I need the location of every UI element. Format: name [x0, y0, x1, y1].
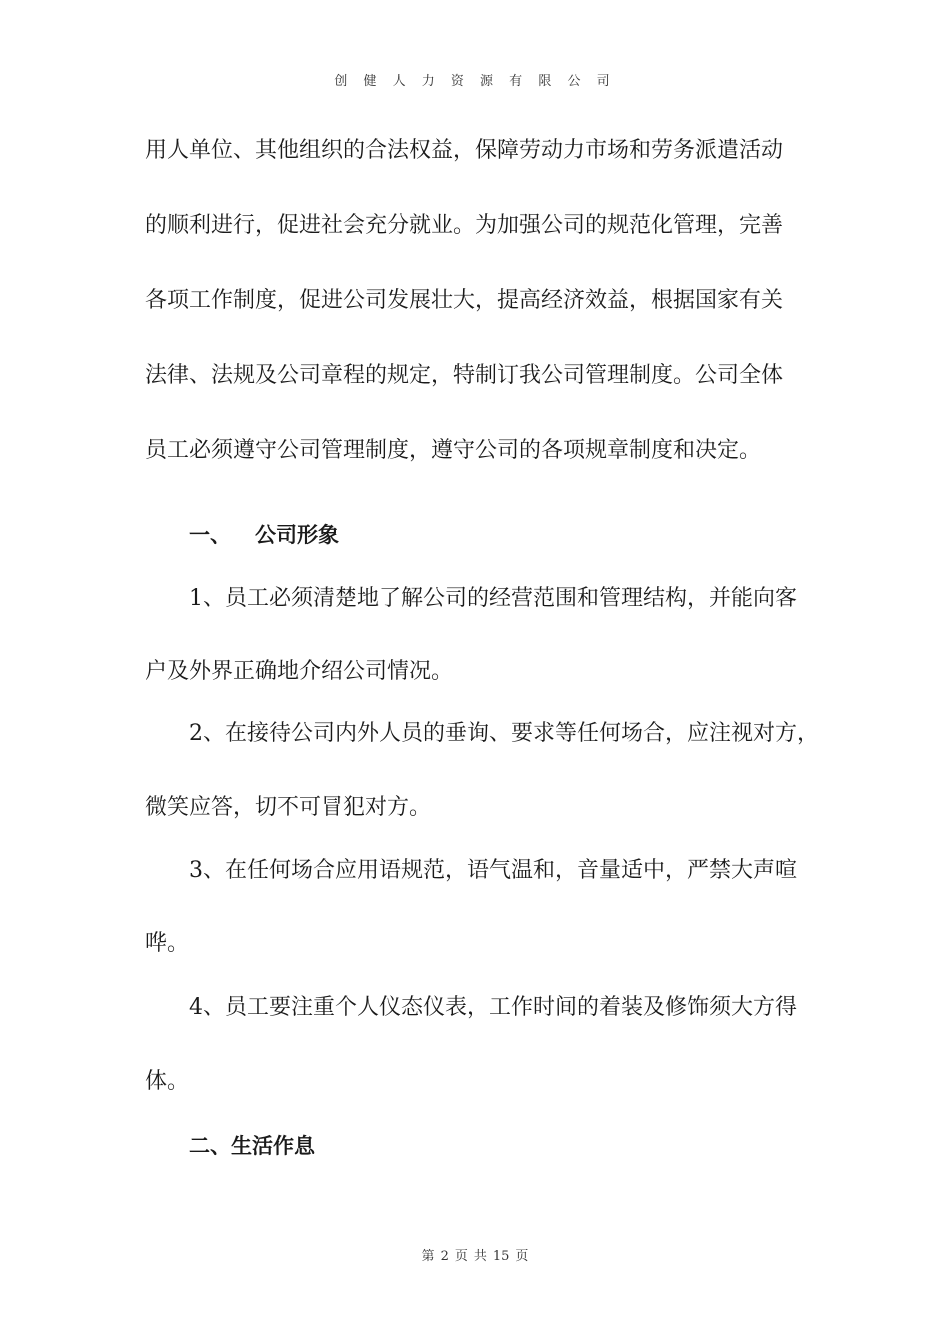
intro-line-4: 法律、法规及公司章程的规定，特制订我公司管理制度。公司全体 — [145, 363, 784, 388]
intro-line-2: 的顺利进行，促进社会充分就业。为加强公司的规范化管理，完善 — [145, 213, 784, 238]
item-2-line-2: 微笑应答，切不可冒犯对方。 — [145, 795, 432, 820]
intro-line-3: 各项工作制度，促进公司发展壮大，提高经济效益，根据国家有关 — [145, 288, 784, 313]
footer-suffix: 页 — [515, 1249, 529, 1264]
section-1-heading — [189, 520, 339, 550]
item-2-line-1: 2、在接待公司内外人员的垂询、要求等任何场合，应注视对方， — [189, 721, 819, 746]
footer-page-number: 2 — [440, 1249, 449, 1264]
section-2-heading: 二、生活作息 — [189, 1134, 315, 1158]
intro-line-1: 用人单位、其他组织的合法权益，保障劳动力市场和劳务派遣活动 — [145, 138, 784, 163]
footer-total-word: 共 — [473, 1249, 487, 1264]
page-footer — [0, 1245, 950, 1264]
item-1-line-2: 户及外界正确地介绍公司情况。 — [145, 659, 454, 684]
intro-line-5: 员工必须遵守公司管理制度，遵守公司的各项规章制度和决定。 — [145, 438, 762, 463]
item-3-line-1: 3、在任何场合应用语规范，语气温和，音量适中，严禁大声喧 — [189, 858, 797, 883]
page-header: 创 健 人 力 资 源 有 限 公 司 — [334, 74, 616, 89]
footer-total-pages: 15 — [492, 1249, 510, 1264]
item-3-line-2: 哗。 — [145, 931, 190, 956]
item-4-line-1: 4、员工要注重个人仪态仪表，工作时间的着装及修饰须大方得 — [189, 995, 797, 1020]
item-1-line-1: 1、员工必须清楚地了解公司的经营范围和管理结构，并能向客 — [189, 586, 797, 611]
section-1-number: 一、 — [189, 523, 231, 547]
footer-page-word: 页 — [454, 1249, 468, 1264]
footer-prefix: 第 — [421, 1249, 435, 1264]
section-1-title: 公司形象 — [255, 523, 339, 547]
item-4-line-2: 体。 — [145, 1069, 190, 1094]
